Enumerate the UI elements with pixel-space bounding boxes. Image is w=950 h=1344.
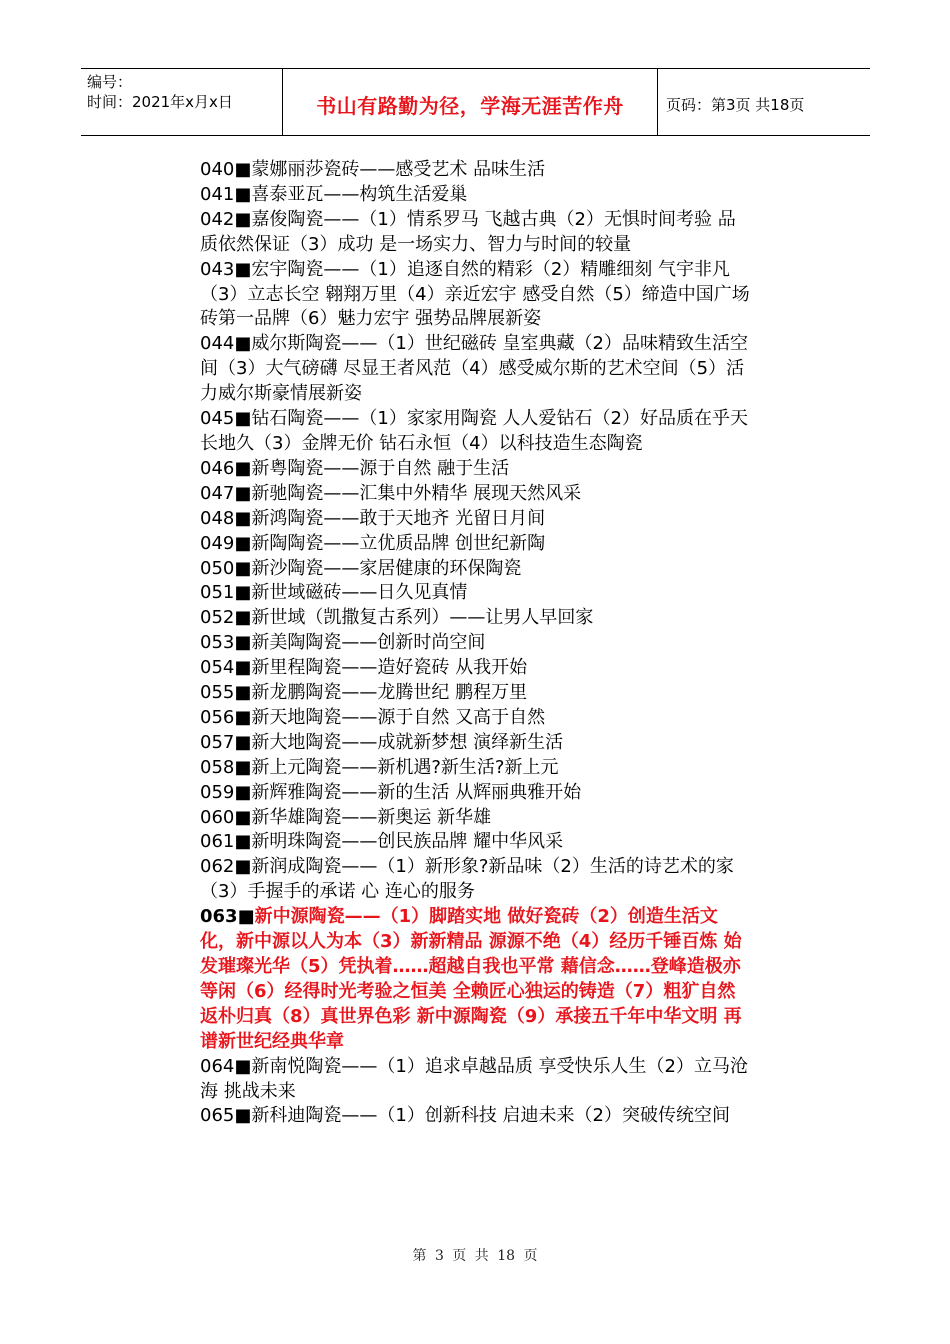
item-text: 新中源陶瓷——（1）脚踏实地 做好瓷砖（2）创造生活文化，新中源以人为本（3）新新精品 源源不绝（4）经历千锤百炼 始发璀璨光华（5）凭执着……超越自我也平常 藉信念……登峰造极亦等闲（6）经得时光考验之恒美 全赖匠心独运的铸造（7）粗犷自然 返朴归真（8）真世界色彩 新中源陶瓷（9）承接五千年中华文明 再谱新世纪经典华章 — [200, 906, 742, 1052]
number-label: 编号： — [87, 73, 133, 91]
header-motto: 书山有路勤为径，学海无涯苦作舟 — [283, 69, 658, 135]
header-meta-cell — [81, 69, 283, 135]
list-item: 050■新沙陶瓷——家居健康的环保陶瓷 — [200, 557, 522, 579]
list-item: 051■新世域磁砖——日久见真情 — [200, 582, 468, 604]
list-item: 057■新大地陶瓷——成就新梦想 演绎新生活 — [200, 731, 564, 753]
page-footer: 第 3 页 共 18 页 — [412, 1248, 538, 1264]
list-item: 058■新上元陶瓷——新机遇?新生活?新上元 — [200, 756, 559, 778]
list-item: 064■新南悦陶瓷——（1）追求卓越品质 享受快乐人生（2）立马沧海 挑战未来 — [200, 1055, 748, 1102]
list-item-highlighted — [200, 905, 752, 1054]
list-item: 041■喜泰亚瓦——构筑生活爱巢 — [200, 183, 468, 205]
list-item: 045■钻石陶瓷——（1）家家用陶瓷 人人爱钻石（2）好品质在乎天长地久（3）金牌无价 钻石永恒（4）以科技造生态陶瓷 — [200, 408, 748, 454]
list-item: 046■新粤陶瓷——源于自然 融于生活 — [200, 457, 510, 479]
list-item: 048■新鸿陶瓷——敢于天地齐 光留日月间 — [200, 507, 546, 529]
list-item: 040■蒙娜丽莎瓷砖——感受艺术 品味生活 — [200, 159, 546, 180]
page-header — [81, 68, 870, 136]
list-item: 044■威尔斯陶瓷——（1）世纪磁砖 皇室典藏（2）品味精致生活空间（3）大气磅礴 尽显王者风范（4）感受威尔斯的艺术空间（5）活力威尔斯豪情展新姿 — [200, 333, 748, 405]
list-item: 059■新辉雅陶瓷——新的生活 从辉丽典雅开始 — [200, 781, 582, 803]
list-item: 065■新科迪陶瓷——（1）创新科技 启迪未来（2）突破传统空间 — [200, 1105, 730, 1127]
item-number: 063■ — [200, 906, 255, 928]
list-item: 047■新驰陶瓷——汇集中外精华 展现天然风采 — [200, 482, 582, 504]
list-item: 055■新龙鹏陶瓷——龙腾世纪 鹏程万里 — [200, 682, 528, 704]
list-item: 061■新明珠陶瓷——创民族品牌 耀中华风采 — [200, 831, 564, 853]
slogan-list — [200, 158, 752, 1129]
list-item: 052■新世域（凯撒复古系列）——让男人早回家 — [200, 607, 594, 629]
list-item: 062■新润成陶瓷——（1）新形象?新品味（2）生活的诗艺术的家（3）手握手的承诺 心 连心的服务 — [200, 856, 734, 903]
time-label: 时间：2021年x月x日 — [87, 93, 233, 111]
list-item: 054■新里程陶瓷——造好瓷砖 从我开始 — [200, 657, 528, 679]
list-item: 042■嘉俊陶瓷——（1）情系罗马 飞越古典（2）无惧时间考验 品质依然保证（3）成功 是一场实力、智力与时间的较量 — [200, 208, 736, 255]
list-item: 053■新美陶陶瓷——创新时尚空间 — [200, 632, 486, 654]
header-page-info: 页码：第3页 共18页 — [666, 95, 805, 114]
list-item: 060■新华雄陶瓷——新奥运 新华雄 — [200, 806, 492, 828]
list-item: 056■新天地陶瓷——源于自然 又高于自然 — [200, 706, 546, 728]
list-item: 049■新陶陶瓷——立优质品牌 创世纪新陶 — [200, 532, 546, 554]
list-item: 043■宏宇陶瓷——（1）追逐自然的精彩（2）精雕细刻 气宇非凡（3）立志长空 翱翔万里（4）亲近宏宇 感受自然（5）缔造中国广场砖第一品牌（6）魅力宏宇 强势品牌展新姿 — [200, 258, 750, 330]
